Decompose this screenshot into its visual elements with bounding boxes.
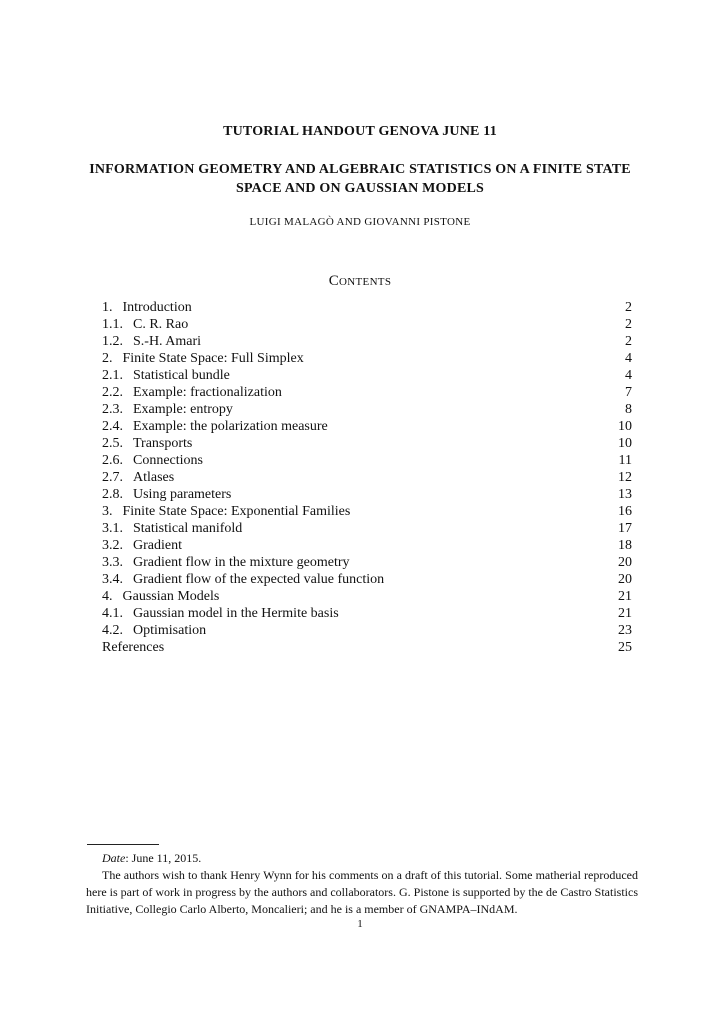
toc-entry-title <box>102 316 188 333</box>
toc-entry-page: 18 <box>618 538 632 553</box>
toc-entry-label: S.-H. Amari <box>133 334 202 349</box>
toc-entry-page: 23 <box>618 623 632 638</box>
toc-entry-title <box>102 571 384 588</box>
toc-entry-title <box>102 367 230 384</box>
footnote-text: The authors wish to thank Henry Wynn for his comments on a draft of this tutorial. Some matherial reproduced here is part of work in progress by the authors and collaborators. G. Pistone is supported by the de Castro Statistics Initiative, Collegio Carlo Alberto, Moncalieri; and he is a member of GNAMPA–INdAM. <box>86 868 638 916</box>
toc-entry-label: Example: the polarization measure <box>133 419 328 434</box>
toc-entry[interactable] <box>102 316 632 333</box>
toc-entry-title <box>102 622 206 639</box>
toc-entry-page: 2 <box>625 334 632 349</box>
toc-entry-page: 4 <box>625 368 632 383</box>
toc-entry-number: 2. <box>102 351 113 366</box>
toc-entry-page: 21 <box>618 589 632 604</box>
toc-entry-number: 2.6. <box>102 453 123 468</box>
toc-entry-number: 3.2. <box>102 538 123 553</box>
toc-entry-page: 21 <box>618 606 632 621</box>
toc-entry-number: 2.7. <box>102 470 123 485</box>
toc-entry-page: 8 <box>625 402 632 417</box>
toc-entry-page: 7 <box>625 385 632 400</box>
toc-entry[interactable] <box>102 486 632 503</box>
toc-entry-page: 12 <box>618 470 632 485</box>
toc-entry-title <box>102 384 282 401</box>
toc-entry-number: 4. <box>102 589 113 604</box>
toc-entry-label: References <box>102 640 165 655</box>
toc-entry-title <box>102 452 203 469</box>
toc-entry[interactable] <box>102 622 632 639</box>
toc-entry-number: 3. <box>102 504 113 519</box>
footnote-date-label: Date <box>102 851 126 865</box>
contents-heading: Contents <box>328 273 392 289</box>
toc-entry[interactable] <box>102 554 632 571</box>
toc-entry[interactable] <box>102 367 632 384</box>
toc-entry-label: Statistical bundle <box>133 368 230 383</box>
toc-entry-number: 3.3. <box>102 555 123 570</box>
toc-entry-label: Connections <box>133 453 203 468</box>
toc-entry-number: 4.2. <box>102 623 123 638</box>
toc-entry[interactable] <box>102 588 632 605</box>
toc-entry[interactable] <box>102 384 632 401</box>
footnote-rule <box>87 844 159 845</box>
toc-entry-number: 3.1. <box>102 521 123 536</box>
footnote-date <box>102 851 201 866</box>
toc-entry-title <box>102 554 350 571</box>
toc-entry-label: Gradient <box>133 538 182 553</box>
toc-entry[interactable] <box>102 605 632 622</box>
toc-entry-number: 1.1. <box>102 317 123 332</box>
toc-entry-label: Gaussian Models <box>122 589 220 604</box>
toc-entry-label: Introduction <box>122 300 192 315</box>
toc-entry-page: 25 <box>618 640 632 655</box>
toc-entry-label: Gradient flow of the expected value function <box>133 572 385 587</box>
toc-entry[interactable] <box>102 571 632 588</box>
toc-entry[interactable] <box>102 401 632 418</box>
toc-entry-number: 2.2. <box>102 385 123 400</box>
toc-entry-title <box>102 537 182 554</box>
toc-entry-number: 4.1. <box>102 606 123 621</box>
toc-entry-page: 10 <box>618 419 632 434</box>
toc-entry-page: 17 <box>618 521 632 536</box>
authors: LUIGI MALAGÒ AND GIOVANNI PISTONE <box>249 216 471 228</box>
toc-entry-title <box>102 639 164 656</box>
toc-entry[interactable] <box>102 503 632 520</box>
toc-entry-label: Finite State Space: Exponential Families <box>122 504 351 519</box>
toc-entry-title <box>102 588 219 605</box>
toc-entry[interactable] <box>102 333 632 350</box>
page-number: 1 <box>357 918 363 930</box>
toc-entry-label: C. R. Rao <box>133 317 189 332</box>
toc-entry-label: Gradient flow in the mixture geometry <box>133 555 350 570</box>
toc-entry-title <box>102 503 350 520</box>
toc-entry[interactable] <box>102 520 632 537</box>
footnote-date-value: : June 11, 2015. <box>125 851 202 865</box>
toc-entry-number: 3.4. <box>102 572 123 587</box>
toc-entry-title <box>102 350 304 367</box>
toc-entry[interactable] <box>102 452 632 469</box>
toc-entry[interactable] <box>102 639 632 656</box>
toc-entry-label: Using parameters <box>133 487 232 502</box>
toc-entry-page: 4 <box>625 351 632 366</box>
toc-entry-title <box>102 333 201 350</box>
table-of-contents <box>102 299 632 656</box>
paper-title: INFORMATION GEOMETRY AND ALGEBRAIC STATISTICS ON A FINITE STATE SPACE AND ON GAUSSIAN MODELS <box>89 162 631 196</box>
toc-entry-label: Finite State Space: Full Simplex <box>122 351 304 366</box>
toc-entry-label: Example: fractionalization <box>133 385 282 400</box>
toc-entry-page: 2 <box>625 317 632 332</box>
toc-entry-page: 10 <box>618 436 632 451</box>
toc-entry-number: 2.3. <box>102 402 123 417</box>
toc-entry-title <box>102 469 174 486</box>
toc-entry-title <box>102 299 192 316</box>
toc-entry-label: Atlases <box>133 470 175 485</box>
toc-entry-page: 20 <box>618 572 632 587</box>
toc-entry[interactable] <box>102 418 632 435</box>
toc-entry-number: 2.1. <box>102 368 123 383</box>
toc-entry-label: Optimisation <box>133 623 207 638</box>
toc-entry[interactable] <box>102 469 632 486</box>
toc-entry-label: Statistical manifold <box>133 521 243 536</box>
toc-entry-title <box>102 435 192 452</box>
toc-entry-label: Example: entropy <box>133 402 233 417</box>
toc-entry-number: 2.5. <box>102 436 123 451</box>
toc-entry-page: 16 <box>618 504 632 519</box>
toc-entry-page: 11 <box>618 453 632 468</box>
toc-entry-number: 1.2. <box>102 334 123 349</box>
toc-entry-page: 20 <box>618 555 632 570</box>
toc-entry[interactable] <box>102 299 632 316</box>
toc-entry-title <box>102 520 242 537</box>
toc-entry-label: Transports <box>133 436 193 451</box>
handout-title: TUTORIAL HANDOUT GENOVA JUNE 11 <box>223 124 497 139</box>
toc-entry-title <box>102 401 233 418</box>
toc-entry-number: 2.4. <box>102 419 123 434</box>
toc-entry-title <box>102 486 231 503</box>
toc-entry-title <box>102 418 328 435</box>
toc-entry-number: 2.8. <box>102 487 123 502</box>
toc-entry[interactable] <box>102 350 632 367</box>
toc-entry-label: Gaussian model in the Hermite basis <box>133 606 339 621</box>
toc-entry[interactable] <box>102 537 632 554</box>
toc-entry-number: 1. <box>102 300 113 315</box>
toc-entry-page: 13 <box>618 487 632 502</box>
toc-entry-page: 2 <box>625 300 632 315</box>
toc-entry-title <box>102 605 339 622</box>
toc-entry[interactable] <box>102 435 632 452</box>
